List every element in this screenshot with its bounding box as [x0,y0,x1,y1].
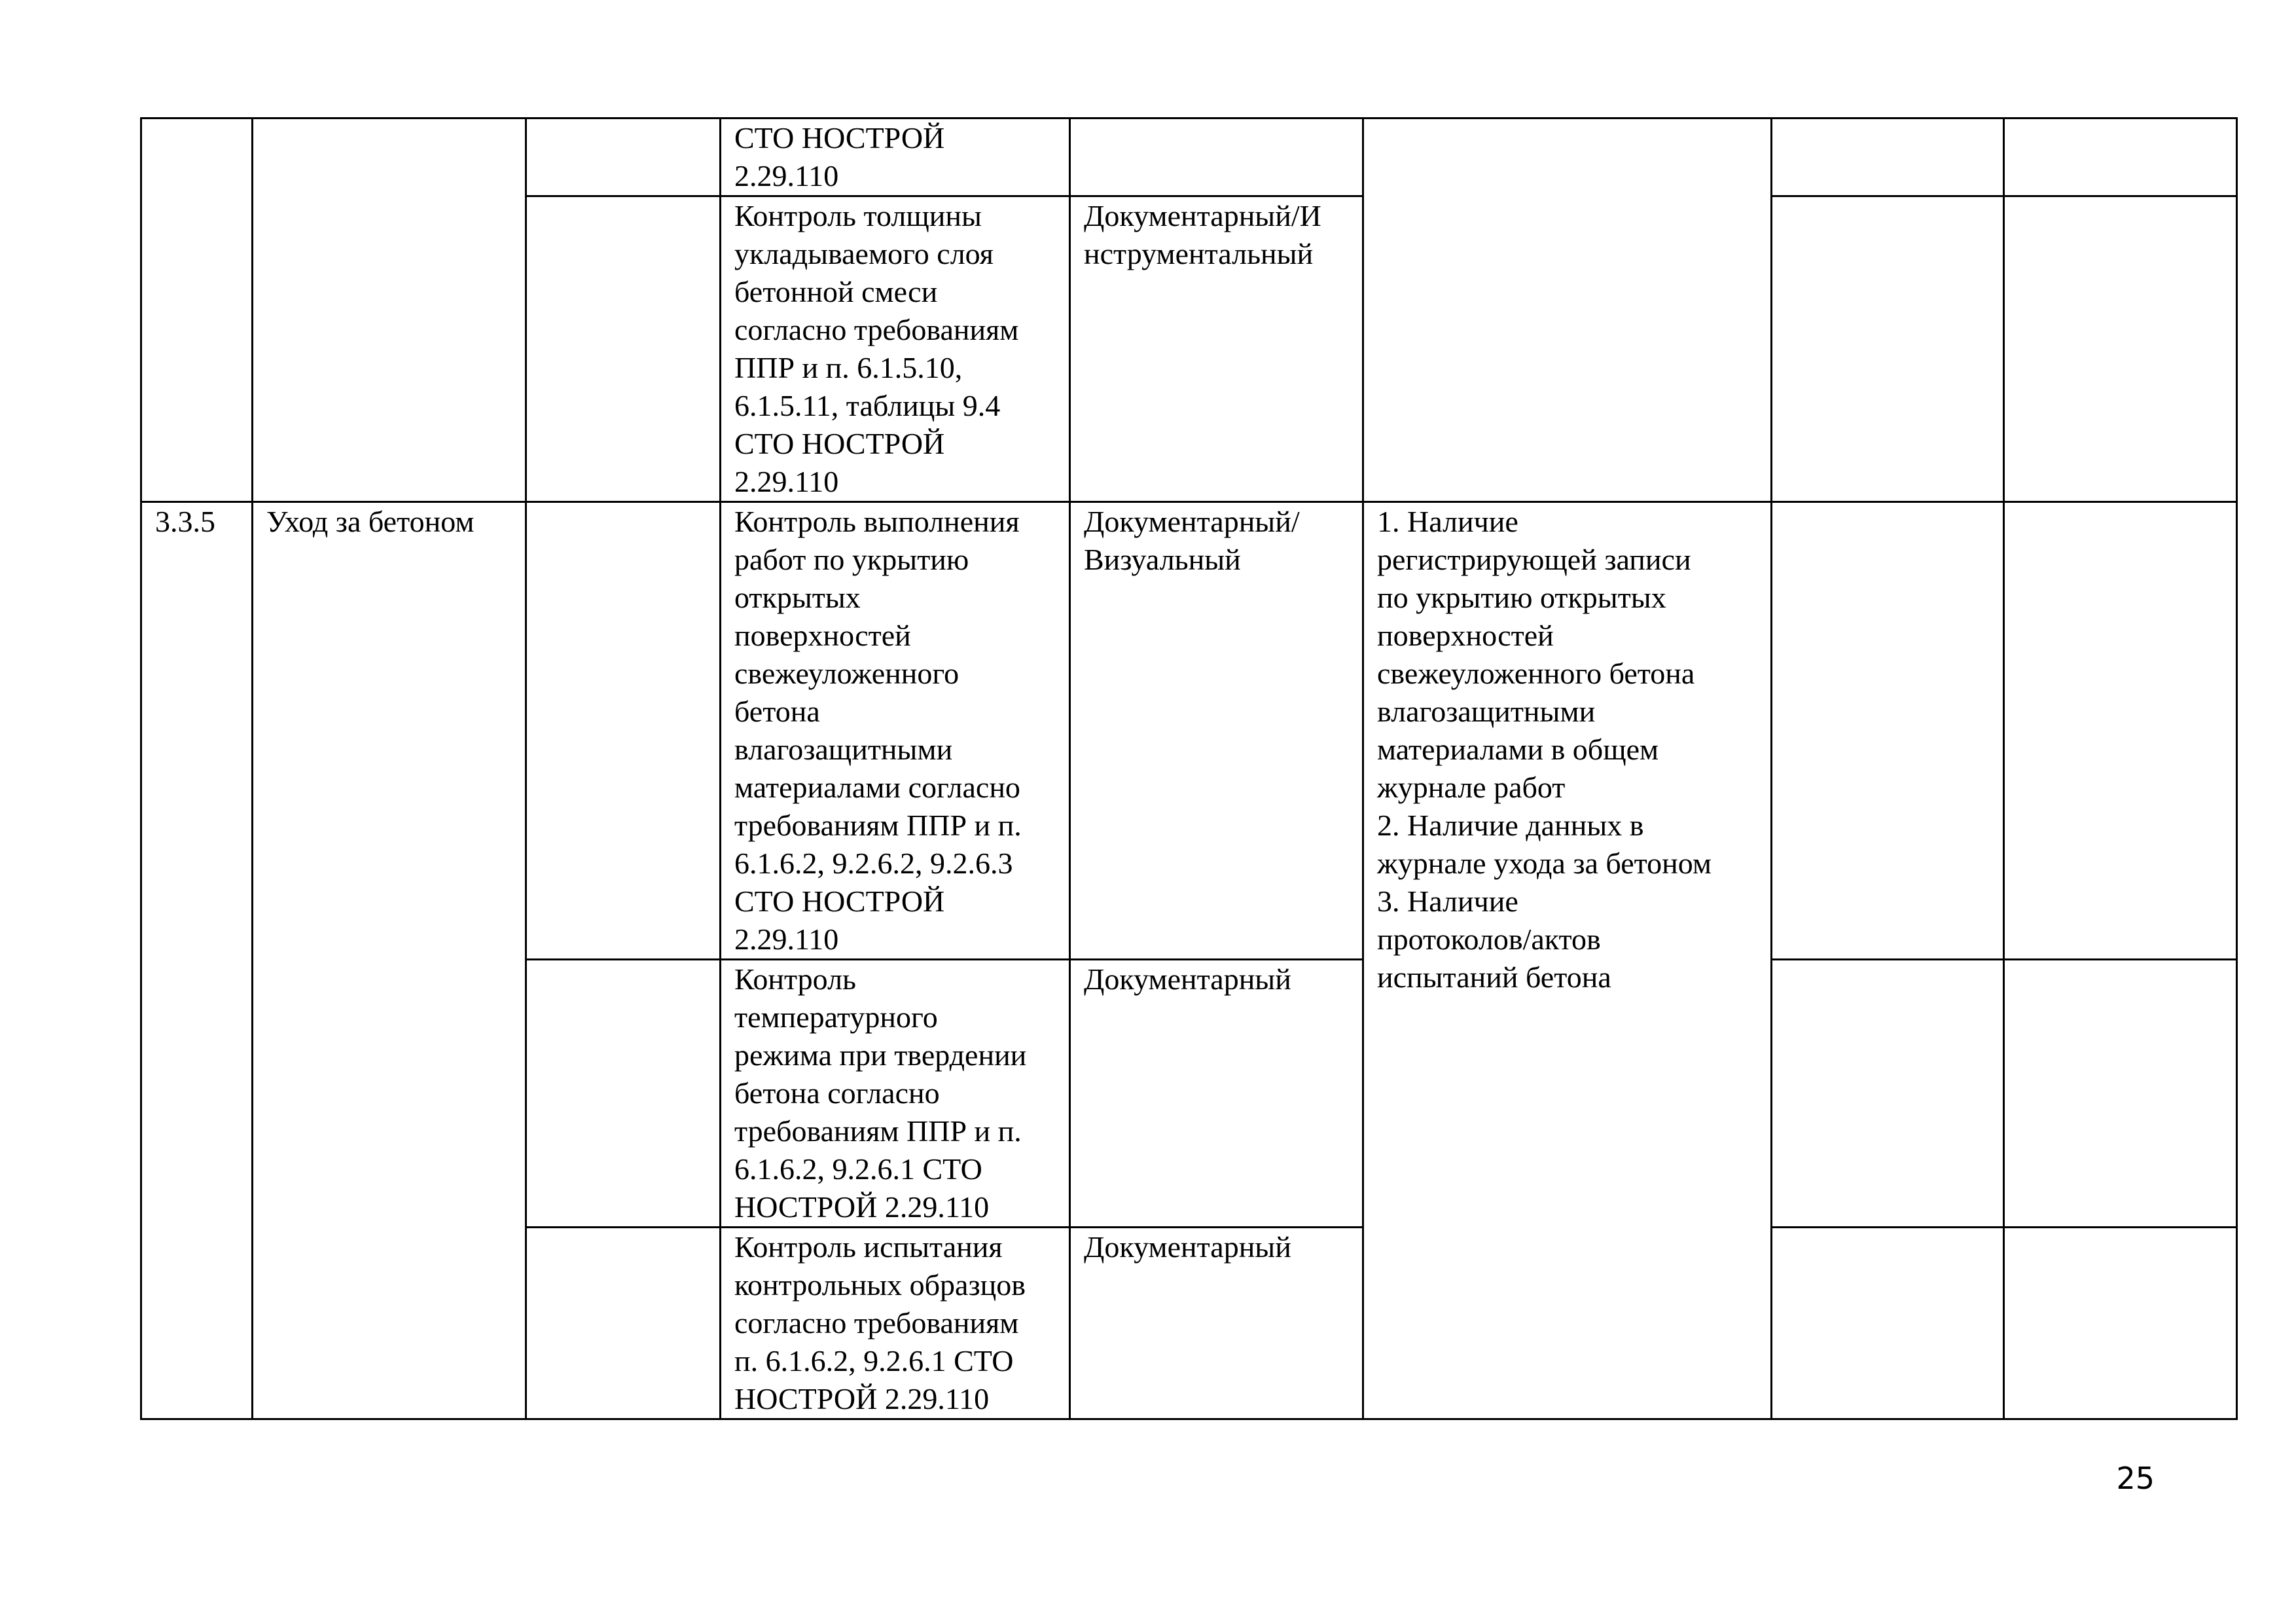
control-description-cell: Контроль выполнения работ по укрытию открытых поверхностей свежеуложенного бетона влагозащитными материалами согласно требованиям ППР и п. 6.1.6.2, 9.2.6.2, 9.2.6.3 СТО НОСТРОЙ 2.29.110 [721,502,1070,960]
empty-cell [1772,196,2004,502]
table-row [141,502,2237,960]
page-number: 25 [2116,1461,2155,1496]
control-description-cell: Контроль испытания контрольных образцов согласно требованиям п. 6.1.6.2, 9.2.6.1 СТО НОСТРОЙ 2.29.110 [721,1228,1070,1419]
empty-cell [2004,960,2237,1228]
empty-cell [2004,196,2237,502]
empty-cell [1772,119,2004,196]
empty-cell [526,502,721,960]
documents-cell [1363,119,1772,502]
control-method-cell: Документарный [1070,1228,1363,1419]
item-number-cell: 3.3.5 [141,502,253,1419]
empty-cell [2004,1228,2237,1419]
empty-cell [526,196,721,502]
control-description-cell: Контроль температурного режима при твердении бетона согласно требованиям ППР и п. 6.1.6.2, 9.2.6.1 СТО НОСТРОЙ 2.29.110 [721,960,1070,1228]
empty-cell [1772,960,2004,1228]
empty-cell [526,1228,721,1419]
empty-cell [526,119,721,196]
control-description-cell: Контроль толщины укладываемого слоя бетонной смеси согласно требованиям ППР и п. 6.1.5.10, 6.1.5.11, таблицы 9.4 СТО НОСТРОЙ 2.29.110 [721,196,1070,502]
empty-cell [1772,1228,2004,1419]
empty-cell [2004,119,2237,196]
work-name-cell [253,119,526,502]
empty-cell [526,960,721,1228]
empty-cell [2004,502,2237,960]
control-method-cell [1070,119,1363,196]
table-row [141,119,2237,196]
control-method-cell: Документарный/ Визуальный [1070,502,1363,960]
control-table [140,117,2238,1420]
documents-cell: 1. Наличие регистрирующей записи по укрытию открытых поверхностей свежеуложенного бетона влагозащитными материалами в общем журнале работ 2. Наличие данных в журнале ухода за бетоном 3. Наличие протоколов/актов испытаний бетона [1363,502,1772,1419]
work-name-cell: Уход за бетоном [253,502,526,1419]
control-method-cell: Документарный [1070,960,1363,1228]
empty-cell [1772,502,2004,960]
control-description-cell: СТО НОСТРОЙ 2.29.110 [721,119,1070,196]
control-method-cell: Документарный/И нструментальный [1070,196,1363,502]
item-number-cell [141,119,253,502]
